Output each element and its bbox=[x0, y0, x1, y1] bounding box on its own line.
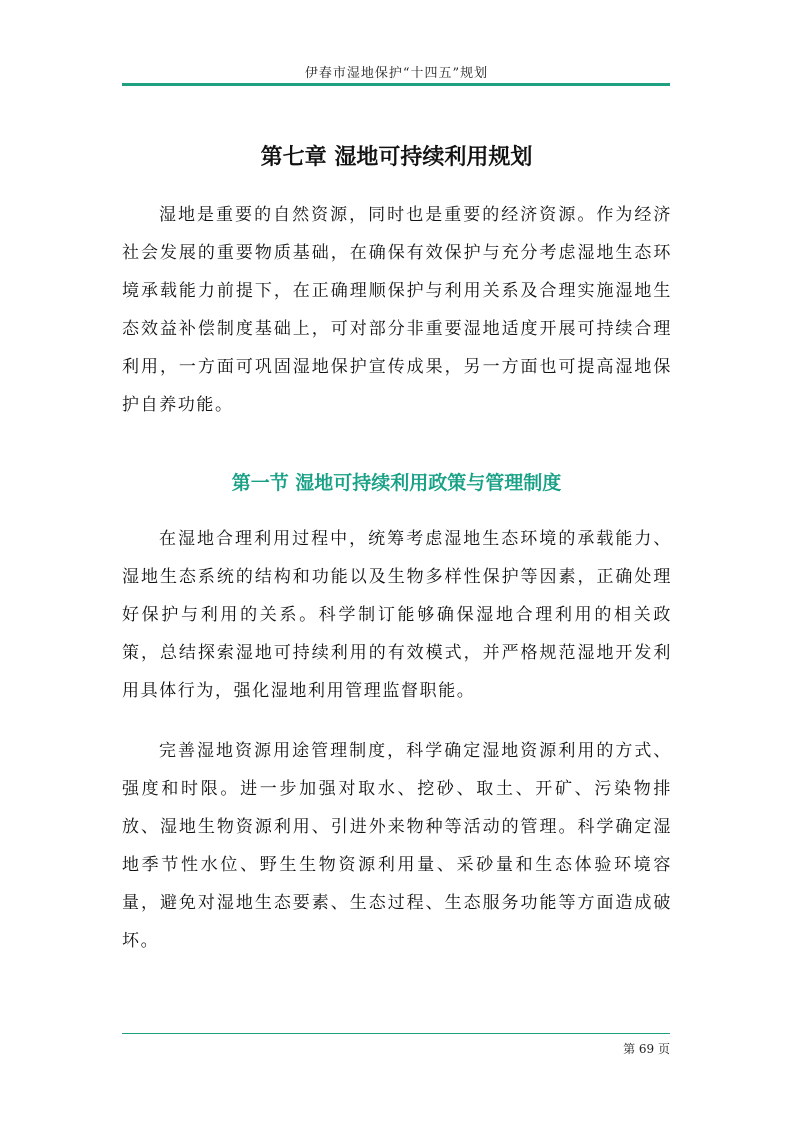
body-paragraph-2: 在湿地合理利用过程中，统筹考虑湿地生态环境的承载能力、湿地生态系统的结构和功能以及生物多样性保护等因素，正确处理好保护与利用的关系。科学制订能够确保湿地合理利用的相关政策，总结探索湿地可持续利用的有效模式，并严格规范湿地开发利用具体行为，强化湿地利用管理监督职能。 bbox=[122, 529, 672, 701]
body-paragraph-3: 完善湿地资源用途管理制度，科学确定湿地资源利用的方式、强度和时限。进一步加强对取水、挖砂、取土、开矿、污染物排放、湿地生物资源利用、引进外来物种等活动的管理。科学确定湿地季节性水位、野生生物资源利用量、采砂量和生态体验环境容量，避免对湿地生态要素、生态过程、生态服务功能等方面造成破坏。 bbox=[122, 741, 672, 951]
running-header: 伊春市湿地保护“十四五”规划 bbox=[304, 66, 489, 81]
section-title: 第一节 湿地可持续利用政策与管理制度 bbox=[231, 472, 562, 494]
footer-divider bbox=[122, 1033, 670, 1034]
header-divider bbox=[122, 83, 670, 86]
chapter-title: 第七章 湿地可持续利用规划 bbox=[260, 145, 533, 170]
body-paragraph-1: 湿地是重要的自然资源，同时也是重要的经济资源。作为经济社会发展的重要物质基础，在确保有效保护与充分考虑湿地生态环境承载能力前提下，在正确理顺保护与利用关系及合理实施湿地生态效益补偿制度基础上，可对部分非重要湿地适度开展可持续合理利用，一方面可巩固湿地保护宣传成果，另一方面也可提高湿地保护自养功能。 bbox=[122, 205, 672, 415]
page-number: 第 69 页 bbox=[623, 1042, 670, 1056]
